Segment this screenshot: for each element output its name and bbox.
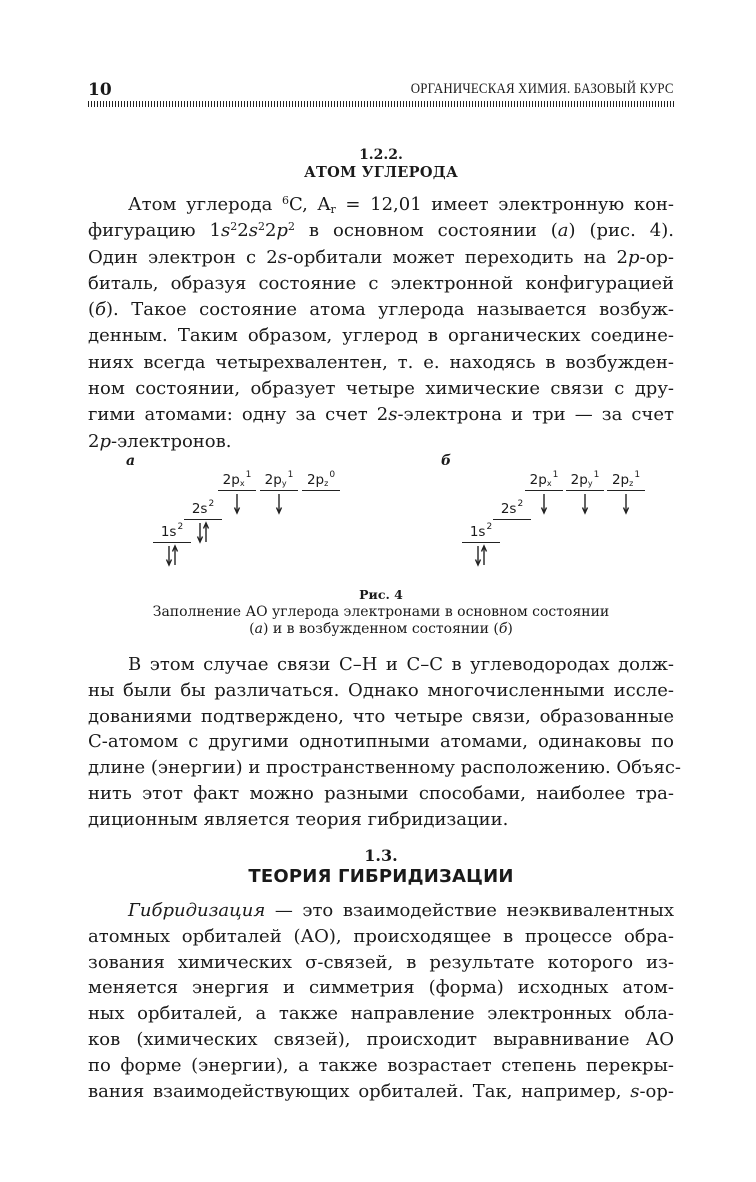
figure-caption-line: Заполнение АО углерода электронами в основном состоянии — [152, 604, 610, 620]
text-line: вания взаимодействующих орбиталей. Так, например, s-ор- — [88, 1080, 674, 1102]
text-line: фигурацию $1s^22s^22p^2$ в основном состоянии (а) (рис. 4). — [88, 220, 675, 242]
orbital-label: $2p_y^1$ — [570, 470, 600, 488]
paragraph-bond-equivalence — [88, 652, 681, 833]
orbital-2pz — [607, 470, 645, 518]
orbital-label: $2p_x^1$ — [529, 470, 559, 488]
text-line: денным. Таким образом, углерод в органических соедине- — [88, 325, 674, 347]
section-title: ТЕОРИЯ ГИБРИДИЗАЦИИ — [248, 866, 514, 887]
orbital-label: $2p_x^1$ — [222, 470, 252, 488]
page-number: 10 — [88, 80, 112, 100]
orbital-2px — [218, 470, 256, 518]
energy-level-line — [218, 490, 256, 491]
spin-down-icon — [260, 492, 298, 516]
orbital-diagram-ground-state — [122, 450, 382, 580]
panel-label: б — [441, 453, 452, 469]
text-line: ном состоянии, образует четыре химические связи с дру- — [88, 378, 674, 400]
text-line: ны были бы различаться. Однако многочисленными иссле- — [88, 679, 674, 701]
orbital-2py — [260, 470, 298, 518]
orbital-diagram-excited-state — [437, 450, 697, 580]
energy-level-line — [525, 490, 563, 491]
text-line: атомных орбиталей (АО), происходящее в процессе обра- — [88, 925, 674, 947]
orbital-2py — [566, 470, 604, 518]
energy-level-line — [493, 519, 531, 520]
spin-down-icon — [607, 492, 645, 516]
spin-down-icon — [525, 492, 563, 516]
section-number: 1.3. — [364, 846, 398, 865]
orbital-2px — [525, 470, 563, 518]
paragraph-carbon-atom — [88, 192, 674, 455]
figure-caption-title: Рис. 4 — [359, 587, 403, 602]
orbital-label: $2p_z^0$ — [306, 470, 336, 488]
text-line: длине (энергии) и пространственному расположению. Объяс- — [88, 757, 681, 779]
text-line: дованиями подтверждено, что четыре связи, образованные — [88, 705, 674, 727]
section-title: АТОМ УГЛЕРОДА — [303, 164, 459, 181]
section-number: 1.2.2. — [359, 147, 403, 163]
spin-down-icon — [218, 492, 256, 516]
text-line: Атом углерода $^6$C, $A_r = 12,01$ имеет электронную кон- — [128, 194, 675, 216]
spin-pair-icon — [153, 544, 191, 568]
energy-level-line — [184, 519, 222, 520]
text-line: диционным является теория гибридизации. — [88, 808, 509, 830]
text-line: C-атомом с другими однотипными атомами, одинаковы по — [88, 731, 674, 753]
text-line: меняется энергия и симметрия (форма) исходных атом- — [88, 977, 674, 999]
text-line: 2p-электронов. — [88, 430, 232, 452]
orbital-2s — [184, 499, 222, 547]
text-line: Гибридизация — это взаимодействие неэквивалентных — [128, 900, 674, 921]
spin-pair-icon — [462, 544, 500, 568]
text-line: нить этот факт можно разными способами, наиболее тра- — [88, 782, 674, 804]
energy-level-line — [302, 490, 340, 491]
energy-level-line — [607, 490, 645, 491]
running-header — [88, 80, 674, 100]
spin-pair-icon — [184, 521, 222, 545]
text-line: гими атомами: одну за счет 2s-электрона и три — за счет — [88, 404, 674, 426]
panel-label: а — [126, 453, 136, 469]
figure-caption-line: (а) и в возбужденном состоянии (б) — [249, 621, 513, 637]
energy-level-line — [566, 490, 604, 491]
text-line: В этом случае связи C–H и C–C в углеводородах долж- — [128, 654, 674, 675]
orbital-label: $2p_y^1$ — [264, 470, 294, 488]
running-title: ОРГАНИЧЕСКАЯ ХИМИЯ. БАЗОВЫЙ КУРС — [411, 81, 674, 97]
text-line: по форме (энергии), а также возрастает степень перекры- — [88, 1054, 674, 1076]
text-line: ков (химических связей), происходит выравнивание АО — [88, 1028, 674, 1050]
text-line: ных орбиталей, а также направление электронных обла- — [88, 1003, 674, 1025]
orbital-2pz — [302, 470, 340, 518]
orbital-label: $2p_z^1$ — [611, 470, 641, 488]
text-line: (б). Такое состояние атома углерода называется возбуж- — [88, 299, 674, 321]
text-line: ниях всегда четырехвалентен, т. е. находясь в возбужден- — [88, 351, 674, 373]
orbital-label: $1s^2$ — [469, 522, 493, 540]
text-line: зования химических σ-связей, в результате которого из- — [88, 951, 674, 973]
orbital-label: $1s^2$ — [160, 522, 184, 540]
orbital-label: $2s^2$ — [500, 499, 524, 517]
energy-level-line — [260, 490, 298, 491]
orbital-label: $2s^2$ — [191, 499, 215, 517]
header-rule — [88, 101, 674, 107]
text-line: биталь, образуя состояние с электронной конфигурацией — [88, 272, 674, 294]
paragraph-hybridization — [88, 898, 674, 1104]
spin-down-icon — [566, 492, 604, 516]
text-line: Один электрон с 2s-орбитали может переходить на 2p-ор- — [88, 246, 675, 268]
